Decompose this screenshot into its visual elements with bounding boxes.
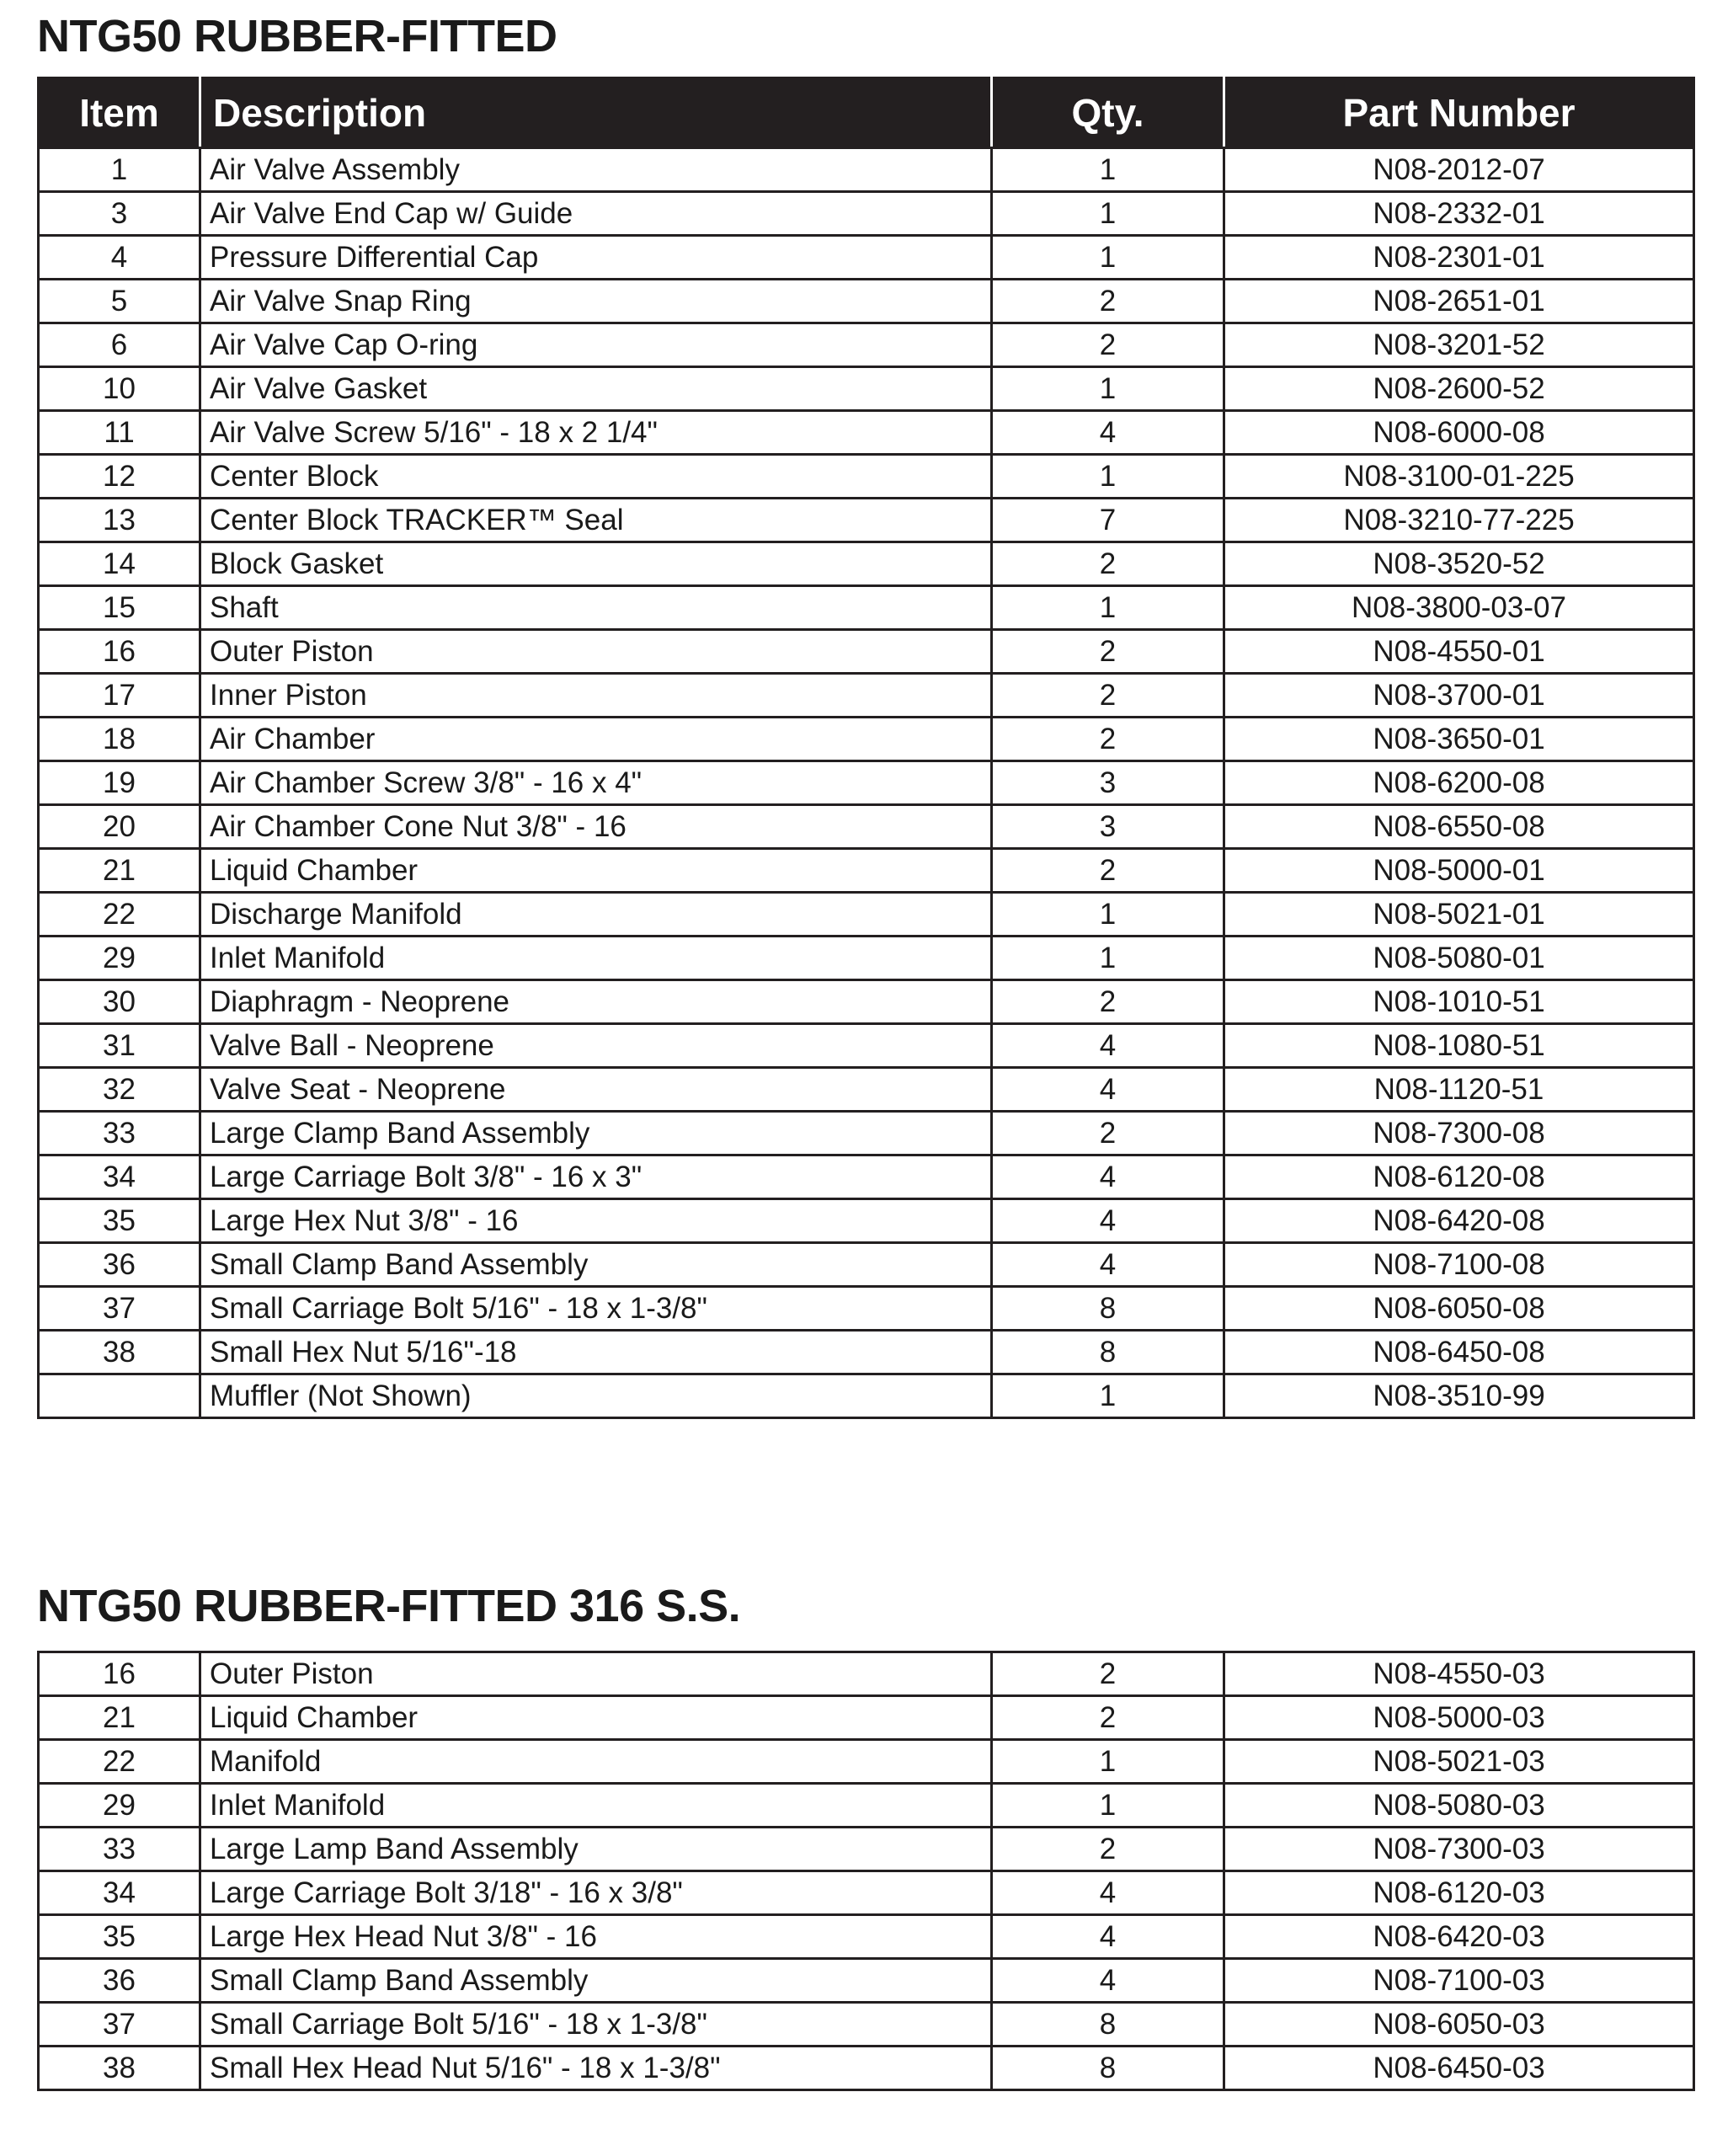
part-number-cell: N08-3700-01 <box>1224 674 1694 718</box>
description-cell: Inlet Manifold <box>200 1784 992 1828</box>
table-row <box>39 1784 1694 1828</box>
description-cell: Air Valve Screw 5/16" - 18 x 2 1/4" <box>200 411 992 455</box>
table-row <box>39 148 1694 192</box>
qty-cell: 2 <box>992 980 1224 1024</box>
part-number-cell: N08-3650-01 <box>1224 718 1694 761</box>
item-cell: 6 <box>39 323 200 367</box>
parts-table <box>37 77 1695 1419</box>
item-cell: 37 <box>39 2003 200 2047</box>
table-row <box>39 1915 1694 1959</box>
item-cell: 16 <box>39 630 200 674</box>
table-header-row <box>39 78 1694 148</box>
qty-cell: 1 <box>992 192 1224 236</box>
description-cell: Air Valve End Cap w/ Guide <box>200 192 992 236</box>
qty-cell: 4 <box>992 1243 1224 1287</box>
table-row <box>39 980 1694 1024</box>
part-number-cell: N08-7300-08 <box>1224 1112 1694 1155</box>
description-cell: Large Carriage Bolt 3/8" - 16 x 3" <box>200 1155 992 1199</box>
table-row <box>39 674 1694 718</box>
qty-cell: 1 <box>992 148 1224 192</box>
item-cell: 10 <box>39 367 200 411</box>
table-row <box>39 1243 1694 1287</box>
part-number-cell: N08-5021-03 <box>1224 1740 1694 1784</box>
description-cell: Pressure Differential Cap <box>200 236 992 280</box>
section-title: NTG50 RUBBER-FITTED <box>37 11 557 61</box>
qty-cell: 4 <box>992 1199 1224 1243</box>
qty-cell: 2 <box>992 1112 1224 1155</box>
item-cell: 35 <box>39 1199 200 1243</box>
table-row <box>39 192 1694 236</box>
qty-cell: 4 <box>992 1959 1224 2003</box>
description-cell: Center Block <box>200 455 992 499</box>
table-row <box>39 1374 1694 1418</box>
qty-cell: 1 <box>992 455 1224 499</box>
qty-cell: 2 <box>992 1696 1224 1740</box>
table-row <box>39 849 1694 893</box>
table-row <box>39 1024 1694 1068</box>
table-row <box>39 718 1694 761</box>
column-header-description: Description <box>200 78 992 148</box>
part-number-cell: N08-6450-03 <box>1224 2047 1694 2090</box>
qty-cell: 2 <box>992 323 1224 367</box>
description-cell: Large Hex Head Nut 3/8" - 16 <box>200 1915 992 1959</box>
part-number-cell: N08-5080-01 <box>1224 937 1694 980</box>
item-cell: 33 <box>39 1828 200 1871</box>
table-row <box>39 1068 1694 1112</box>
qty-cell: 2 <box>992 674 1224 718</box>
part-number-cell: N08-1010-51 <box>1224 980 1694 1024</box>
qty-cell: 3 <box>992 761 1224 805</box>
qty-cell: 2 <box>992 280 1224 323</box>
item-cell: 3 <box>39 192 200 236</box>
part-number-cell: N08-6420-03 <box>1224 1915 1694 1959</box>
part-number-cell: N08-3210-77-225 <box>1224 499 1694 542</box>
description-cell: Small Hex Nut 5/16"-18 <box>200 1331 992 1374</box>
table-row <box>39 1696 1694 1740</box>
table-row <box>39 1740 1694 1784</box>
table-row <box>39 1155 1694 1199</box>
description-cell: Outer Piston <box>200 1652 992 1696</box>
parts-table <box>37 1651 1695 2091</box>
item-cell: 12 <box>39 455 200 499</box>
table-row <box>39 2047 1694 2090</box>
table-row <box>39 1652 1694 1696</box>
item-cell: 19 <box>39 761 200 805</box>
description-cell: Air Valve Assembly <box>200 148 992 192</box>
item-cell: 34 <box>39 1871 200 1915</box>
description-cell: Discharge Manifold <box>200 893 992 937</box>
qty-cell: 1 <box>992 1740 1224 1784</box>
table-row <box>39 1959 1694 2003</box>
description-cell: Block Gasket <box>200 542 992 586</box>
part-number-cell: N08-3520-52 <box>1224 542 1694 586</box>
table-row <box>39 411 1694 455</box>
item-cell: 1 <box>39 148 200 192</box>
part-number-cell: N08-6550-08 <box>1224 805 1694 849</box>
qty-cell: 1 <box>992 937 1224 980</box>
item-cell: 22 <box>39 1740 200 1784</box>
part-number-cell: N08-2332-01 <box>1224 192 1694 236</box>
description-cell: Air Chamber <box>200 718 992 761</box>
qty-cell: 3 <box>992 805 1224 849</box>
qty-cell: 2 <box>992 1828 1224 1871</box>
column-header-item: Item <box>39 78 200 148</box>
part-number-cell: N08-5080-03 <box>1224 1784 1694 1828</box>
qty-cell: 2 <box>992 630 1224 674</box>
item-cell: 32 <box>39 1068 200 1112</box>
qty-cell: 4 <box>992 1155 1224 1199</box>
item-cell: 29 <box>39 937 200 980</box>
item-cell: 31 <box>39 1024 200 1068</box>
qty-cell: 8 <box>992 2047 1224 2090</box>
qty-cell: 1 <box>992 1374 1224 1418</box>
qty-cell: 4 <box>992 411 1224 455</box>
table-row <box>39 1287 1694 1331</box>
description-cell: Inlet Manifold <box>200 937 992 980</box>
part-number-cell: N08-3510-99 <box>1224 1374 1694 1418</box>
table-row <box>39 1331 1694 1374</box>
description-cell: Large Carriage Bolt 3/18" - 16 x 3/8" <box>200 1871 992 1915</box>
table-row <box>39 761 1694 805</box>
qty-cell: 8 <box>992 2003 1224 2047</box>
qty-cell: 8 <box>992 1287 1224 1331</box>
part-number-cell: N08-7100-03 <box>1224 1959 1694 2003</box>
qty-cell: 4 <box>992 1871 1224 1915</box>
description-cell: Small Clamp Band Assembly <box>200 1959 992 2003</box>
part-number-cell: N08-6450-08 <box>1224 1331 1694 1374</box>
part-number-cell: N08-6050-03 <box>1224 2003 1694 2047</box>
item-cell: 33 <box>39 1112 200 1155</box>
qty-cell: 2 <box>992 542 1224 586</box>
item-cell: 15 <box>39 586 200 630</box>
description-cell: Large Lamp Band Assembly <box>200 1828 992 1871</box>
table-row <box>39 499 1694 542</box>
qty-cell: 1 <box>992 586 1224 630</box>
table-row <box>39 1871 1694 1915</box>
item-cell: 35 <box>39 1915 200 1959</box>
qty-cell: 1 <box>992 367 1224 411</box>
part-number-cell: N08-4550-01 <box>1224 630 1694 674</box>
item-cell: 36 <box>39 1243 200 1287</box>
column-header-qty: Qty. <box>992 78 1224 148</box>
item-cell: 22 <box>39 893 200 937</box>
description-cell: Valve Ball - Neoprene <box>200 1024 992 1068</box>
description-cell: Outer Piston <box>200 630 992 674</box>
description-cell: Air Valve Cap O-ring <box>200 323 992 367</box>
qty-cell: 1 <box>992 236 1224 280</box>
description-cell: Manifold <box>200 1740 992 1784</box>
description-cell: Shaft <box>200 586 992 630</box>
item-cell: 5 <box>39 280 200 323</box>
table-row <box>39 630 1694 674</box>
item-cell: 34 <box>39 1155 200 1199</box>
item-cell: 37 <box>39 1287 200 1331</box>
table-row <box>39 455 1694 499</box>
description-cell: Air Chamber Cone Nut 3/8" - 16 <box>200 805 992 849</box>
qty-cell: 1 <box>992 893 1224 937</box>
qty-cell: 4 <box>992 1024 1224 1068</box>
item-cell: 17 <box>39 674 200 718</box>
part-number-cell: N08-5021-01 <box>1224 893 1694 937</box>
item-cell: 36 <box>39 1959 200 2003</box>
part-number-cell: N08-4550-03 <box>1224 1652 1694 1696</box>
part-number-cell: N08-2651-01 <box>1224 280 1694 323</box>
item-cell: 13 <box>39 499 200 542</box>
section-title: NTG50 RUBBER-FITTED 316 S.S. <box>37 1581 741 1631</box>
part-number-cell: N08-3100-01-225 <box>1224 455 1694 499</box>
qty-cell: 2 <box>992 849 1224 893</box>
part-number-cell: N08-3201-52 <box>1224 323 1694 367</box>
part-number-cell: N08-1120-51 <box>1224 1068 1694 1112</box>
qty-cell: 8 <box>992 1331 1224 1374</box>
part-number-cell: N08-6120-08 <box>1224 1155 1694 1199</box>
description-cell: Small Carriage Bolt 5/16" - 18 x 1-3/8" <box>200 2003 992 2047</box>
qty-cell: 4 <box>992 1068 1224 1112</box>
item-cell: 38 <box>39 1331 200 1374</box>
part-number-cell: N08-2600-52 <box>1224 367 1694 411</box>
description-cell: Diaphragm - Neoprene <box>200 980 992 1024</box>
table-row <box>39 323 1694 367</box>
description-cell: Air Valve Gasket <box>200 367 992 411</box>
part-number-cell: N08-6000-08 <box>1224 411 1694 455</box>
part-number-cell: N08-5000-03 <box>1224 1696 1694 1740</box>
item-cell: 38 <box>39 2047 200 2090</box>
item-cell <box>39 1374 200 1418</box>
description-cell: Valve Seat - Neoprene <box>200 1068 992 1112</box>
table-row <box>39 1112 1694 1155</box>
description-cell: Small Carriage Bolt 5/16" - 18 x 1-3/8" <box>200 1287 992 1331</box>
table-row <box>39 805 1694 849</box>
part-number-cell: N08-7300-03 <box>1224 1828 1694 1871</box>
item-cell: 18 <box>39 718 200 761</box>
description-cell: Air Chamber Screw 3/8" - 16 x 4" <box>200 761 992 805</box>
description-cell: Air Valve Snap Ring <box>200 280 992 323</box>
part-number-cell: N08-3800-03-07 <box>1224 586 1694 630</box>
column-header-part-number: Part Number <box>1224 78 1694 148</box>
item-cell: 16 <box>39 1652 200 1696</box>
part-number-cell: N08-2012-07 <box>1224 148 1694 192</box>
table-row <box>39 1828 1694 1871</box>
description-cell: Center Block TRACKER™ Seal <box>200 499 992 542</box>
part-number-cell: N08-1080-51 <box>1224 1024 1694 1068</box>
part-number-cell: N08-6050-08 <box>1224 1287 1694 1331</box>
item-cell: 4 <box>39 236 200 280</box>
item-cell: 11 <box>39 411 200 455</box>
part-number-cell: N08-5000-01 <box>1224 849 1694 893</box>
item-cell: 21 <box>39 849 200 893</box>
table-row <box>39 937 1694 980</box>
table-row <box>39 586 1694 630</box>
description-cell: Large Hex Nut 3/8" - 16 <box>200 1199 992 1243</box>
item-cell: 20 <box>39 805 200 849</box>
part-number-cell: N08-6200-08 <box>1224 761 1694 805</box>
description-cell: Muffler (Not Shown) <box>200 1374 992 1418</box>
table-row <box>39 542 1694 586</box>
table-row <box>39 280 1694 323</box>
item-cell: 29 <box>39 1784 200 1828</box>
table-row <box>39 1199 1694 1243</box>
description-cell: Inner Piston <box>200 674 992 718</box>
table-row <box>39 893 1694 937</box>
item-cell: 14 <box>39 542 200 586</box>
table-row <box>39 236 1694 280</box>
description-cell: Small Clamp Band Assembly <box>200 1243 992 1287</box>
item-cell: 21 <box>39 1696 200 1740</box>
qty-cell: 2 <box>992 1652 1224 1696</box>
part-number-cell: N08-6120-03 <box>1224 1871 1694 1915</box>
qty-cell: 1 <box>992 1784 1224 1828</box>
item-cell: 30 <box>39 980 200 1024</box>
table-row <box>39 367 1694 411</box>
qty-cell: 7 <box>992 499 1224 542</box>
part-number-cell: N08-7100-08 <box>1224 1243 1694 1287</box>
description-cell: Liquid Chamber <box>200 849 992 893</box>
description-cell: Small Hex Head Nut 5/16" - 18 x 1-3/8" <box>200 2047 992 2090</box>
description-cell: Liquid Chamber <box>200 1696 992 1740</box>
description-cell: Large Clamp Band Assembly <box>200 1112 992 1155</box>
part-number-cell: N08-6420-08 <box>1224 1199 1694 1243</box>
table-row <box>39 2003 1694 2047</box>
qty-cell: 2 <box>992 718 1224 761</box>
part-number-cell: N08-2301-01 <box>1224 236 1694 280</box>
qty-cell: 4 <box>992 1915 1224 1959</box>
